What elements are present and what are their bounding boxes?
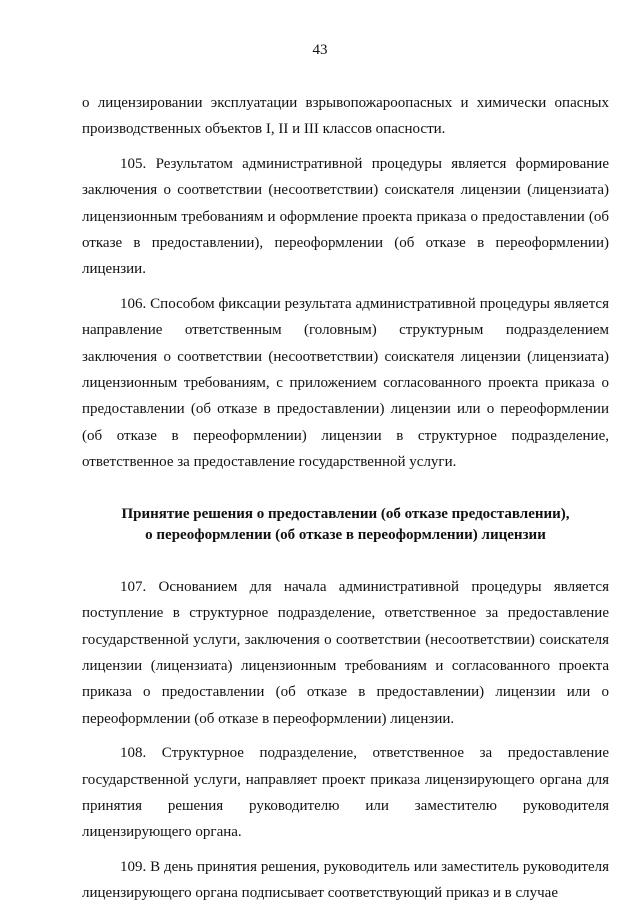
section-heading-line-2: о переоформлении (об отказе в переоформлении) лицензии xyxy=(145,526,546,543)
section-heading xyxy=(82,504,609,546)
page-number: 43 xyxy=(312,42,328,58)
paragraph-105: 105. Результатом административной процедуры является формирование заключения о соответствии (несоответствии) соискателя лицензии (лицензиата) лицензионным требованиям и оформление проекта приказа о предоставлении (об отказе в предоставлении), переоформлении (об отказе в переоформлении) лицензии. xyxy=(82,155,609,278)
paragraph-continuation: о лицензировании эксплуатации взрывопожароопасных и химически опасных производственных объектов I, II и III классов опасности. xyxy=(82,95,609,138)
paragraph-106: 106. Способом фиксации результата административной процедуры является направление ответственным (головным) структурным подразделением заключения о соответствии (несоответствии) соискателя лицензии (лицензиата) лицензионным требованиям, с приложением согласованного проекта приказа о предоставлении (об отказе в предоставлении) лицензии или о переоформлении (об отказе в переоформлении) лицензии в структурное подразделение, ответственное за предоставление государственной услуги. xyxy=(82,295,609,471)
paragraph-107: 107. Основанием для начала административной процедуры является поступление в структурное подразделение, ответственное за предоставление государственной услуги, заключения о соответствии (несоответствии) соискателя лицензии (лицензиата) лицензионным требованиям и согласованного проекта приказа о предоставлении (об отказе в предоставлении) лицензии или о переоформлении (об отказе в переоформлении) лицензии. xyxy=(82,578,609,727)
document-body xyxy=(82,90,609,915)
paragraph-108: 108. Структурное подразделение, ответственное за предоставление государственной услуги, направляет проект приказа лицензирующего органа для принятия решения руководителю или заместителю руководителя лицензирующего органа. xyxy=(82,745,609,841)
paragraph-109: 109. В день принятия решения, руководитель или заместитель руководителя лицензирующего органа подписывает соответствующий приказ и в случае xyxy=(82,858,609,902)
section-heading-line-1: Принятие решения о предоставлении (об отказе предоставлении), xyxy=(121,505,570,522)
